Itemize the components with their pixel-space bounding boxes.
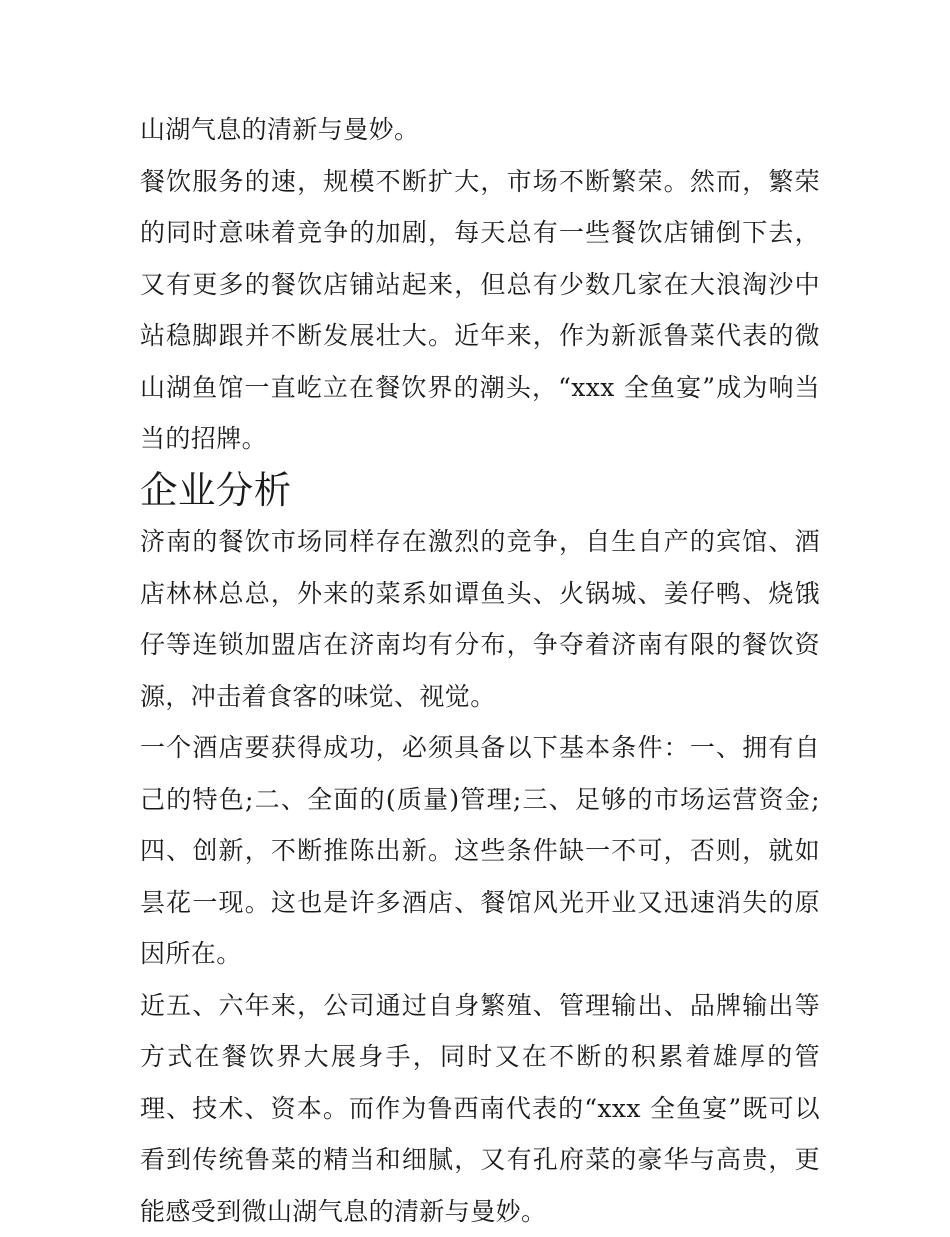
- document-body: [140, 104, 820, 1237]
- paragraph-success-conditions: 一个酒店要获得成功，必须具备以下基本条件：一、拥有自己的特色;二、全面的(质量)管理;三、足够的市场运营资金;四、创新，不断推陈出新。这些条件缺一不可，否则，就如昙花一现。这也是许多酒店、餐馆风光开业又迅速消失的原因所在。: [140, 722, 820, 980]
- paragraph-jinan-market: 济南的餐饮市场同样存在激烈的竞争，自生自产的宾馆、酒店林林总总，外来的菜系如谭鱼头、火锅城、姜仔鸭、烧饿仔等连锁加盟店在济南均有分布，争夺着济南有限的餐饮资源，冲击着食客的味觉、视觉。: [140, 516, 820, 722]
- paragraph-continuation: 山湖气息的清新与曼妙。: [140, 104, 820, 156]
- section-heading-enterprise-analysis: 企业分析: [140, 465, 820, 517]
- paragraph-market-growth: 餐饮服务的速，规模不断扩大，市场不断繁荣。然而，繁荣的同时意味着竞争的加剧，每天总有一些餐饮店铺倒下去，又有更多的餐饮店铺站起来，但总有少数几家在大浪淘沙中站稳脚跟并不断发展壮大。近年来，作为新派鲁菜代表的微山湖鱼馆一直屹立在餐饮界的潮头，“xxx 全鱼宴”成为响当当的招牌。: [140, 156, 820, 465]
- paragraph-company-development: 近五、六年来，公司通过自身繁殖、管理输出、品牌输出等方式在餐饮界大展身手，同时又在不断的积累着雄厚的管理、技术、资本。而作为鲁西南代表的“xxx 全鱼宴”既可以看到传统鲁菜的精当和细腻，又有孔府菜的豪华与高贵，更能感受到微山湖气息的清新与曼妙。: [140, 980, 820, 1237]
